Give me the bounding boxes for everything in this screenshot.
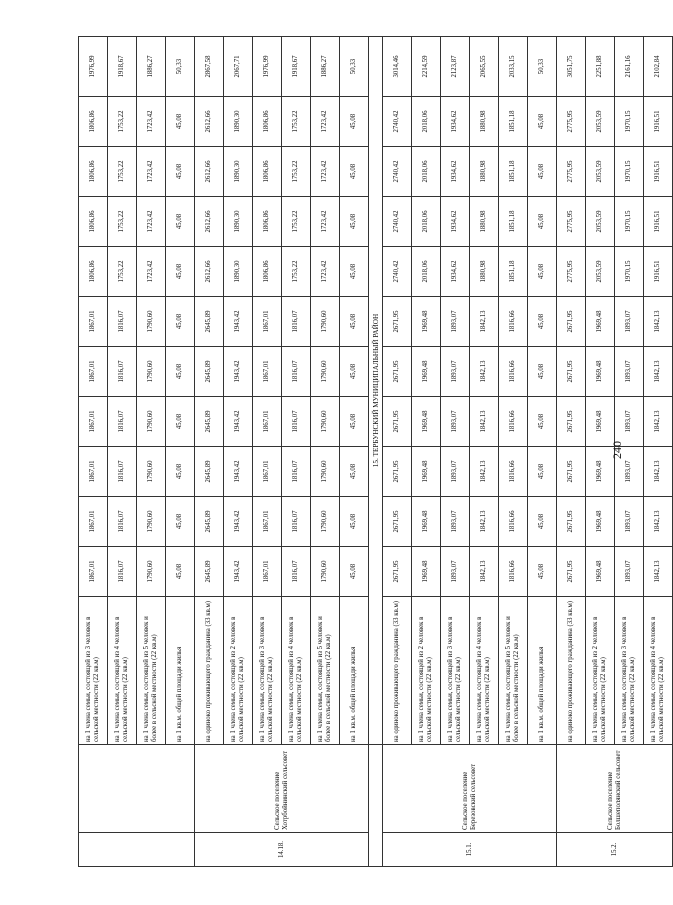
table-cell-value: 2123,87 <box>441 37 470 97</box>
table-row <box>224 37 253 867</box>
table-cell-value: 1723,42 <box>137 147 166 197</box>
table-cell-value: 45,08 <box>528 297 557 347</box>
table-body <box>79 37 673 867</box>
table-cell-value: 45,08 <box>166 397 195 447</box>
table-cell-value: 45,08 <box>166 347 195 397</box>
table-cell-value: 50,33 <box>528 37 557 97</box>
table-cell-value: 1842,13 <box>470 447 499 497</box>
table-cell-value: 1816,07 <box>108 397 137 447</box>
table-cell-value: 2740,42 <box>383 147 412 197</box>
table-cell-value: 45,08 <box>340 297 369 347</box>
table-cell-value: 2671,95 <box>383 497 412 547</box>
table-cell-value: 1790,60 <box>137 547 166 597</box>
row-code: 15.2. <box>557 833 673 867</box>
table-cell-value: 1976,99 <box>79 37 108 97</box>
table-cell-value: 45,08 <box>166 297 195 347</box>
table-cell-value: 1816,07 <box>108 547 137 597</box>
settlement-name: Сельское поселение Болшеполянский сельсовет <box>557 745 673 833</box>
table-cell-value: 45,08 <box>340 497 369 547</box>
row-description: на 1 члена семьи, состоящей из 2 человек в сельской местности (22 кв.м) <box>224 597 253 745</box>
table-row <box>383 37 412 867</box>
table-cell-value: 2867,58 <box>195 37 224 97</box>
table-cell-value: 1969,48 <box>412 397 441 447</box>
table-cell-value: 1723,42 <box>311 97 340 147</box>
table-cell-value: 2018,06 <box>412 97 441 147</box>
table-cell-value: 2612,66 <box>195 247 224 297</box>
table-cell-value: 1723,42 <box>311 247 340 297</box>
table-cell-value: 1969,48 <box>412 497 441 547</box>
table-cell-value: 1934,62 <box>441 147 470 197</box>
table-cell-value: 1806,86 <box>253 247 282 297</box>
table-cell-value: 45,08 <box>340 447 369 497</box>
table-cell-value: 1842,13 <box>470 297 499 347</box>
table-cell-value: 45,08 <box>166 97 195 147</box>
row-description: на 1 члена семьи, состоящей из 3 человек в сельской местности (22 кв.м) <box>615 597 644 745</box>
table-cell-value: 2645,89 <box>195 547 224 597</box>
table-cell-value: 1969,48 <box>412 447 441 497</box>
table-cell-value: 2671,95 <box>383 297 412 347</box>
table-cell-value: 1753,22 <box>282 97 311 147</box>
table-cell-value: 1816,07 <box>282 547 311 597</box>
table-cell-value: 1816,07 <box>282 297 311 347</box>
row-description: на 1 члена семьи, состоящей из 4 человек в сельской местности (22 кв.м) <box>108 597 137 745</box>
table-cell-value: 45,08 <box>528 397 557 447</box>
table-cell-value: 1893,07 <box>615 497 644 547</box>
row-description: на 1 члена семьи, состоящей из 3 человек в сельской местности (22 кв.м) <box>253 597 282 745</box>
table-cell-value: 2671,95 <box>383 347 412 397</box>
table-cell-value: 45,08 <box>340 547 369 597</box>
table-cell-value: 1970,15 <box>615 247 644 297</box>
table-cell-value: 3051,75 <box>557 37 586 97</box>
table-cell-value: 1976,99 <box>253 37 282 97</box>
table-cell-value: 2671,95 <box>557 547 586 597</box>
table-cell-value: 1723,42 <box>311 197 340 247</box>
table-cell-value: 1842,13 <box>470 497 499 547</box>
settlement-name: Сельское поселение Березовский сельсовет <box>383 745 557 833</box>
table-cell-value: 45,08 <box>166 197 195 247</box>
table-cell-value: 45,08 <box>528 147 557 197</box>
table-cell-value: 45,08 <box>340 247 369 297</box>
table-cell-value: 1880,98 <box>470 197 499 247</box>
row-description: на 1 члена семьи, состоящей из 5 человек и более в сельской местности (22 кв.м) <box>311 597 340 745</box>
table-cell-value: 1806,86 <box>79 247 108 297</box>
table-cell-value: 45,08 <box>340 347 369 397</box>
table-cell-value: 45,08 <box>166 547 195 597</box>
table-cell-value: 45,08 <box>166 247 195 297</box>
table-cell-value: 1842,13 <box>644 447 673 497</box>
row-code: 15.1. <box>383 833 557 867</box>
table-row <box>441 37 470 867</box>
table-cell-value: 2214,59 <box>412 37 441 97</box>
page-number: 240 <box>610 441 624 459</box>
table-cell-value: 45,08 <box>340 97 369 147</box>
table-cell-value: 45,08 <box>528 447 557 497</box>
table-cell-value: 1890,30 <box>224 197 253 247</box>
row-description: на 1 члена семьи, состоящей из 3 человек в сельской местности (22 кв.м) <box>441 597 470 745</box>
row-description: на одиноко проживающего гражданина (33 кв.м) <box>383 597 412 745</box>
table-cell-value: 2671,95 <box>383 547 412 597</box>
table-cell-value: 1753,22 <box>108 97 137 147</box>
table-cell-value: 45,08 <box>166 447 195 497</box>
table-cell-value: 1867,01 <box>253 547 282 597</box>
table-cell-value: 1867,01 <box>253 497 282 547</box>
table-cell-value: 1916,51 <box>644 197 673 247</box>
table-cell-value: 1790,60 <box>311 347 340 397</box>
table-row <box>470 37 499 867</box>
table-cell-value: 1790,60 <box>137 497 166 547</box>
table-cell-value: 1867,01 <box>253 297 282 347</box>
table-cell-value: 1893,07 <box>441 547 470 597</box>
table-cell-value: 2612,66 <box>195 97 224 147</box>
table-cell-value: 1790,60 <box>311 497 340 547</box>
table-row <box>166 37 195 867</box>
table-cell-value: 1790,60 <box>311 447 340 497</box>
table-cell-value: 1970,15 <box>615 97 644 147</box>
table-cell-value: 1867,01 <box>253 447 282 497</box>
table-cell-value: 45,08 <box>528 497 557 547</box>
table-cell-value: 45,08 <box>340 147 369 197</box>
table-cell-value: 1851,18 <box>499 97 528 147</box>
table-cell-value: 1867,01 <box>79 347 108 397</box>
table-cell-value: 1753,22 <box>108 197 137 247</box>
table-cell-value: 1842,13 <box>644 547 673 597</box>
table-cell-value: 1934,62 <box>441 97 470 147</box>
table-cell-value: 1970,15 <box>615 197 644 247</box>
row-description: на 1 члена семьи, состоящей из 4 человек в сельской местности (22 кв.м) <box>644 597 673 745</box>
table-cell-value: 3014,46 <box>383 37 412 97</box>
table-cell-value: 1893,07 <box>615 447 644 497</box>
table-cell-value: 2645,89 <box>195 347 224 397</box>
table-cell-value: 45,08 <box>528 197 557 247</box>
table-cell-value: 1790,60 <box>311 297 340 347</box>
table-cell-value: 1753,22 <box>282 147 311 197</box>
table-cell-value: 2740,42 <box>383 97 412 147</box>
table-cell-value: 1723,42 <box>137 97 166 147</box>
table-cell-value: 1842,13 <box>644 297 673 347</box>
table-cell-value: 1890,30 <box>224 247 253 297</box>
table-cell-value: 2671,95 <box>557 497 586 547</box>
table-cell-value: 1969,48 <box>586 447 615 497</box>
table-cell-value: 1816,66 <box>499 497 528 547</box>
table-cell-value: 1918,67 <box>108 37 137 97</box>
table-cell-value: 1816,66 <box>499 347 528 397</box>
table-cell-value: 1806,86 <box>79 147 108 197</box>
table-cell-value: 1753,22 <box>108 247 137 297</box>
table-cell-value: 1790,60 <box>137 447 166 497</box>
table-cell-value: 1842,13 <box>644 397 673 447</box>
table-row <box>282 37 311 867</box>
table-row <box>137 37 166 867</box>
row-description: на одиноко проживающего гражданина (33 кв.м) <box>195 597 224 745</box>
table-cell-value: 2065,55 <box>470 37 499 97</box>
table-cell-value: 1886,27 <box>137 37 166 97</box>
table-cell-value: 1969,48 <box>586 347 615 397</box>
table-cell-value: 1851,18 <box>499 147 528 197</box>
table-cell-value: 1816,07 <box>108 297 137 347</box>
table-cell-value: 1934,62 <box>441 197 470 247</box>
row-description: на 1 члена семьи, состоящей из 4 человек в сельской местности (22 кв.м) <box>282 597 311 745</box>
table-cell-value: 1806,86 <box>253 147 282 197</box>
table-row <box>253 37 282 867</box>
row-description: на одиноко проживающего гражданина (33 кв.м) <box>557 597 586 745</box>
table-cell-value: 45,08 <box>528 247 557 297</box>
row-description: на 1 члена семьи, состоящей из 2 человек в сельской местности (22 кв.м) <box>412 597 441 745</box>
row-description: на 1 члена семьи, состоящей из 3 человек в сельской местности (22 кв.м) <box>79 597 108 745</box>
table-cell-value: 50,33 <box>166 37 195 97</box>
table-cell-value: 2018,06 <box>412 197 441 247</box>
table-cell-value: 2018,06 <box>412 247 441 297</box>
table-cell-value: 1893,07 <box>615 547 644 597</box>
table-cell-value: 1816,07 <box>108 497 137 547</box>
table-cell-value: 45,08 <box>528 347 557 397</box>
section-title: 15. ТЕРБУНСКИЙ МУНИЦИПАЛЬНЫЙ РАЙОН <box>369 37 383 745</box>
table-cell-value: 1867,01 <box>253 347 282 397</box>
table-cell-value: 2671,95 <box>557 447 586 497</box>
table-row <box>79 37 108 867</box>
table-cell-value: 45,08 <box>166 497 195 547</box>
table-cell-value: 1880,98 <box>470 147 499 197</box>
table-cell-value: 1943,42 <box>224 347 253 397</box>
table-cell-value: 1816,07 <box>282 497 311 547</box>
table-cell-value: 1753,22 <box>282 247 311 297</box>
table-row <box>557 37 586 867</box>
table-cell-value: 1806,86 <box>79 97 108 147</box>
table-cell-value: 2161,16 <box>615 37 644 97</box>
table-cell-value: 1969,48 <box>412 347 441 397</box>
table-cell-value: 1943,42 <box>224 297 253 347</box>
table-cell-value: 1893,07 <box>441 497 470 547</box>
settlement-name: Сельское поселение Хотрбойнинский сельсовет <box>195 745 369 833</box>
table-cell-value: 1806,86 <box>79 197 108 247</box>
table-cell-value: 1934,62 <box>441 247 470 297</box>
table-cell-value: 1969,48 <box>586 497 615 547</box>
table-cell-value: 50,33 <box>340 37 369 97</box>
table-cell-value: 1893,07 <box>615 397 644 447</box>
row-description: на 1 члена семьи, состоящей из 2 человек в сельской местности (22 кв.м) <box>586 597 615 745</box>
table-cell-value: 1893,07 <box>441 447 470 497</box>
table-cell-value: 1723,42 <box>137 247 166 297</box>
table-cell-value: 1816,07 <box>108 447 137 497</box>
table-cell-value: 2053,59 <box>586 247 615 297</box>
table-cell-value: 1842,13 <box>644 347 673 397</box>
section-row <box>369 37 383 867</box>
table-row <box>311 37 340 867</box>
table-cell-value: 1943,42 <box>224 547 253 597</box>
table-cell-value: 1842,13 <box>470 347 499 397</box>
table-row <box>340 37 369 867</box>
table-cell-value: 1723,42 <box>137 197 166 247</box>
table-cell-value: 1880,98 <box>470 247 499 297</box>
table-cell-value: 1867,01 <box>79 547 108 597</box>
table-cell-value: 2775,95 <box>557 97 586 147</box>
table-cell-value: 2612,66 <box>195 147 224 197</box>
row-description: на 1 кв.м. общей площади жилья <box>166 597 195 745</box>
row-description: на 1 члена семьи, состоящей из 5 человек и более в сельской местности (22 кв.м) <box>137 597 166 745</box>
table-cell-value: 1790,60 <box>137 397 166 447</box>
table-cell-value: 1867,01 <box>253 397 282 447</box>
table-cell-value: 1790,60 <box>311 397 340 447</box>
table-cell-value: 2740,42 <box>383 247 412 297</box>
table-cell-value: 2671,95 <box>557 397 586 447</box>
table-cell-value: 2612,66 <box>195 197 224 247</box>
table-cell-value: 1816,66 <box>499 547 528 597</box>
row-description: на 1 члена семьи, состоящей из 5 человек и более в сельской местности (22 кв.м) <box>499 597 528 745</box>
table-cell-value: 2102,84 <box>644 37 673 97</box>
table-cell-value: 2671,95 <box>383 447 412 497</box>
table-cell-value: 2775,95 <box>557 247 586 297</box>
row-description: на 1 члена семьи, состоящей из 4 человек в сельской местности (22 кв.м) <box>470 597 499 745</box>
row-code-cell <box>79 833 195 867</box>
table-cell-value: 2645,89 <box>195 497 224 547</box>
table-cell-value: 1918,67 <box>282 37 311 97</box>
section-spacer-cell <box>369 745 383 867</box>
row-code: 14.18. <box>195 833 369 867</box>
row-description: на 1 кв.м. общей площади жилья <box>528 597 557 745</box>
table-cell-value: 1790,60 <box>137 297 166 347</box>
table-cell-value: 1893,07 <box>615 297 644 347</box>
table-cell-value: 2671,95 <box>557 297 586 347</box>
table-row <box>412 37 441 867</box>
table-cell-value: 1816,07 <box>282 397 311 447</box>
table-cell-value: 1816,66 <box>499 447 528 497</box>
table-cell-value: 2053,59 <box>586 97 615 147</box>
table-cell-value: 1851,18 <box>499 247 528 297</box>
table-cell-value: 1890,30 <box>224 147 253 197</box>
table-cell-value: 2018,06 <box>412 147 441 197</box>
table-cell-value: 1969,48 <box>412 547 441 597</box>
table-cell-value: 1842,13 <box>470 397 499 447</box>
table-cell-value: 1806,86 <box>253 197 282 247</box>
table-cell-value: 1916,51 <box>644 147 673 197</box>
table-cell-value: 1867,01 <box>79 297 108 347</box>
table-cell-value: 1969,48 <box>412 297 441 347</box>
table-cell-value: 1970,15 <box>615 147 644 197</box>
table-cell-value: 45,08 <box>340 197 369 247</box>
table-cell-value: 1842,13 <box>644 497 673 547</box>
table-row <box>528 37 557 867</box>
table-cell-value: 1893,07 <box>441 397 470 447</box>
table-cell-value: 1842,13 <box>470 547 499 597</box>
table-cell-value: 1893,07 <box>615 347 644 397</box>
table-cell-value: 1806,86 <box>253 97 282 147</box>
table-cell-value: 1893,07 <box>441 297 470 347</box>
table-cell-value: 2067,71 <box>224 37 253 97</box>
table-cell-value: 2775,95 <box>557 147 586 197</box>
table-cell-value: 1867,01 <box>79 497 108 547</box>
table-cell-value: 1969,48 <box>586 397 615 447</box>
table-cell-value: 1790,60 <box>311 547 340 597</box>
table-cell-value: 1867,01 <box>79 397 108 447</box>
table-cell-value: 1867,01 <box>79 447 108 497</box>
table-row <box>108 37 137 867</box>
table-row <box>499 37 528 867</box>
table-cell-value: 1943,42 <box>224 397 253 447</box>
tariff-table <box>78 36 673 867</box>
table-cell-value: 1816,07 <box>282 447 311 497</box>
table-cell-value: 1816,66 <box>499 397 528 447</box>
table-cell-value: 1790,60 <box>137 347 166 397</box>
table-cell-value: 1816,07 <box>108 347 137 397</box>
table-cell-value: 2645,89 <box>195 447 224 497</box>
table-cell-value: 1890,30 <box>224 97 253 147</box>
table-cell-value: 2671,95 <box>383 397 412 447</box>
table-cell-value: 2053,59 <box>586 147 615 197</box>
table-row <box>644 37 673 867</box>
table-cell-value: 1880,98 <box>470 97 499 147</box>
table-cell-value: 2645,89 <box>195 397 224 447</box>
table-cell-value: 1969,48 <box>586 547 615 597</box>
table-cell-value: 1916,51 <box>644 247 673 297</box>
table-cell-value: 2775,95 <box>557 197 586 247</box>
table-cell-value: 1943,42 <box>224 497 253 547</box>
table-cell-value: 1753,22 <box>282 197 311 247</box>
table-cell-value: 2251,88 <box>586 37 615 97</box>
table-cell-value: 2740,42 <box>383 197 412 247</box>
table-cell-value: 1916,51 <box>644 97 673 147</box>
table-cell-value: 2053,59 <box>586 197 615 247</box>
table-cell-value: 1943,42 <box>224 447 253 497</box>
table-cell-value: 1816,07 <box>282 347 311 397</box>
table-cell-value: 2671,95 <box>557 347 586 397</box>
row-description: на 1 кв.м. общей площади жилья <box>340 597 369 745</box>
table-cell-value: 2033,15 <box>499 37 528 97</box>
settlement-cell <box>79 745 195 833</box>
table-cell-value: 45,08 <box>340 397 369 447</box>
table-cell-value: 45,08 <box>528 547 557 597</box>
table-cell-value: 1753,22 <box>108 147 137 197</box>
table-cell-value: 1969,48 <box>586 297 615 347</box>
table-cell-value: 45,08 <box>528 97 557 147</box>
table-cell-value: 2645,89 <box>195 297 224 347</box>
table-cell-value: 1886,27 <box>311 37 340 97</box>
table-cell-value: 1893,07 <box>441 347 470 397</box>
table-cell-value: 1723,42 <box>311 147 340 197</box>
table-cell-value: 45,08 <box>166 147 195 197</box>
table-cell-value: 1816,66 <box>499 297 528 347</box>
table-cell-value: 1851,18 <box>499 197 528 247</box>
table-row <box>195 37 224 867</box>
